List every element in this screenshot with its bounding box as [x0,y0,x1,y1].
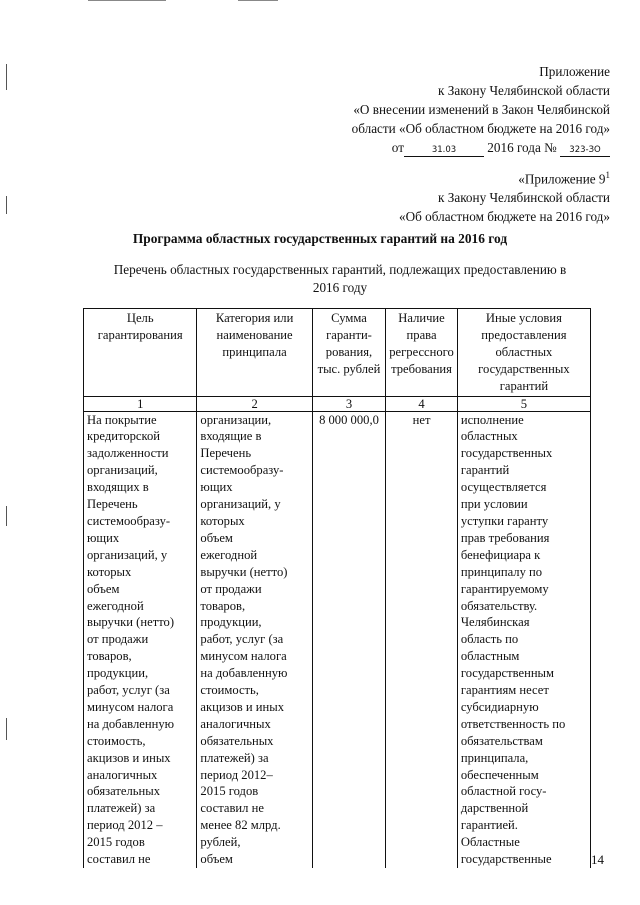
column-number: 5 [457,396,590,411]
document-title: Программа областных государственных гарантий на 2016 год [132,231,508,246]
scan-edge-mark-3 [6,506,7,526]
appendix9-line: к Закону Челябинской области [438,190,610,206]
appendix-line: области «Об областном бюджете на 2016 год» [351,121,610,136]
column-number: 4 [386,396,458,411]
date-line [352,138,610,157]
scan-top-line-right [238,0,278,1]
document-subtitle: Перечень областных государственных гарантий, подлежащих предоставлению в 2016 году [113,262,567,295]
law-number-fill: 323-ЗО [560,144,610,157]
appendix9-line: «Об областном бюджете на 2016 год» [399,209,610,225]
column-number: 2 [197,396,312,411]
table-row [84,411,591,868]
appendix9-header [399,166,610,226]
header-other-conditions: Иные условия предоставления областных государственных гарантий [457,309,590,397]
header-goal: Цель гарантирования [84,309,197,397]
column-numbers-row [84,396,591,411]
cell-amount: 8 000 000,0 [312,411,385,868]
appendix-header [352,62,610,157]
column-number: 3 [312,396,385,411]
column-number: 1 [84,396,197,411]
scan-edge-mark-1 [6,64,7,90]
date-prefix: от [391,140,404,155]
date-fill: 31.03 [404,144,484,157]
date-year: 2016 года № [487,140,557,155]
appendix-line: к Закону Челябинской области [438,83,610,98]
appendix-line: Приложение [539,64,610,79]
guarantees-table [83,308,591,868]
cell-principal: организации, входящие в Перечень системообразу- ющих организаций, у которых объем ежегодной выручки (нетто) от продажи товаров, продукции, работ, услуг (за минусом налога на добавленную стоимость, акцизов и иных аналогичных обязательных платежей) за период 2012– 2015 годов составил не менее 82 млрд. рублей, объем [197,411,312,868]
header-principal: Категория или наименование принципала [197,309,312,397]
appendix9-title-sup: 1 [605,170,610,180]
appendix9-title [399,166,610,188]
cell-goal: На покрытие кредиторской задолженности организаций, входящих в Перечень системообразу- ющих организаций, у которых объем ежегодной выручки (нетто) от продажи товаров, продукции, работ, услуг (за минусом налога на добавленную стоимость, акцизов и иных аналогичных обязательных платежей) за период 2012 – 2015 годов составил не [84,411,197,868]
appendix-line: «О внесении изменений в Закон Челябинской [353,102,610,117]
header-amount: Сумма гаранти- рования, тыс. рублей [312,309,385,397]
cell-regress: нет [386,411,458,868]
cell-other-conditions: исполнение областных государственных гарантий осуществляется при условии уступки гаранту прав требования бенефициара к принципалу по гарантируемому обязательству. Челябинская область по областным государственным гарантиям несет субсидиарную ответственность по обязательствам принципала, обеспеченным областной госу- дарственной гарантией. Областные государственные [457,411,590,868]
header-regress: Наличие права регрессного требования [386,309,458,397]
scan-top-line-left [88,0,166,1]
appendix9-title-text: «Приложение 9 [518,171,606,187]
scan-edge-mark-4 [6,718,7,740]
scan-edge-mark-2 [6,196,7,214]
table-header-row [84,309,591,397]
page-number: 14 [591,852,604,867]
